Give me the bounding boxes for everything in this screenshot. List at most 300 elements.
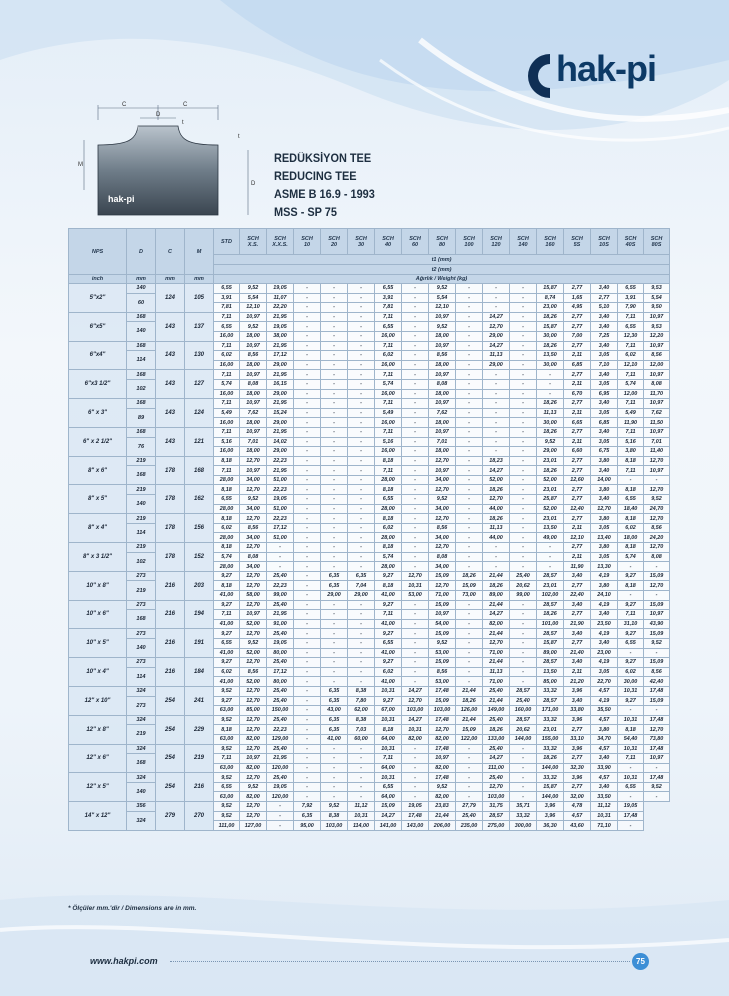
value-cell: 25,40 <box>510 696 537 706</box>
c-cell: 143 <box>156 312 185 341</box>
value-cell: 38,00 <box>267 331 294 341</box>
value-cell: 3,40 <box>591 754 618 764</box>
value-cell: - <box>510 744 537 754</box>
dim-t1-label: t <box>238 134 240 140</box>
value-cell: 15,87 <box>537 322 564 332</box>
value-cell: 14,27 <box>483 754 510 764</box>
value-cell: - <box>510 351 537 361</box>
value-cell: 64,00 <box>375 763 402 773</box>
value-cell: - <box>294 754 321 764</box>
c-cell: 124 <box>156 284 185 313</box>
value-cell: 11,40 <box>644 447 670 457</box>
value-cell: 14,00 <box>591 475 618 485</box>
value-cell: 5,74 <box>375 552 402 562</box>
value-cell: 25,40 <box>483 686 510 696</box>
value-cell: - <box>321 427 348 437</box>
value-cell: 3,91 <box>375 293 402 303</box>
value-cell: 2,77 <box>564 543 591 553</box>
value-cell: 3,05 <box>591 379 618 389</box>
value-cell: 10,31 <box>375 686 402 696</box>
m-cell: 229 <box>185 715 214 744</box>
value-cell: 3,91 <box>214 293 240 303</box>
value-cell: 11,13 <box>483 523 510 533</box>
value-cell: 30,00 <box>537 418 564 428</box>
value-cell: 5,74 <box>214 379 240 389</box>
value-cell: - <box>321 322 348 332</box>
value-cell: 12,70 <box>240 514 267 524</box>
value-cell: 2,77 <box>564 312 591 322</box>
d1-cell: 140 <box>127 284 156 294</box>
header-sch-1 <box>267 229 294 255</box>
table-row <box>69 312 670 322</box>
value-cell: 23,01 <box>537 514 564 524</box>
value-cell: - <box>456 610 483 620</box>
value-cell: 3,40 <box>591 341 618 351</box>
table-row <box>69 715 670 725</box>
value-cell: 12,70 <box>429 725 456 735</box>
value-cell: 21,95 <box>267 610 294 620</box>
value-cell: 6,55 <box>618 284 644 294</box>
value-cell: 5,74 <box>618 552 644 562</box>
value-cell: - <box>294 658 321 668</box>
value-cell: 14,27 <box>375 811 402 821</box>
value-cell: - <box>348 360 375 370</box>
value-cell: 8,08 <box>429 379 456 389</box>
value-cell: 5,16 <box>618 437 644 447</box>
value-cell: - <box>348 379 375 389</box>
value-cell: 33,32 <box>537 773 564 783</box>
value-cell: 27,79 <box>456 802 483 812</box>
value-cell: - <box>294 437 321 447</box>
sch-label: SCH <box>624 235 637 242</box>
value-cell: 52,00 <box>240 648 267 658</box>
value-cell: 31,10 <box>618 619 644 629</box>
value-cell: 9,52 <box>429 322 456 332</box>
value-cell: - <box>321 523 348 533</box>
value-cell: - <box>348 763 375 773</box>
value-cell: 9,27 <box>618 600 644 610</box>
value-cell: - <box>294 370 321 380</box>
value-cell: 11,70 <box>644 389 670 399</box>
value-cell: - <box>510 600 537 610</box>
value-cell: 2,77 <box>564 456 591 466</box>
value-cell: 160,00 <box>510 706 537 716</box>
value-cell: - <box>267 543 294 553</box>
value-cell: 82,00 <box>429 763 456 773</box>
value-cell: - <box>294 715 321 725</box>
value-cell: - <box>348 418 375 428</box>
value-cell: 99,00 <box>510 591 537 601</box>
value-cell: 71,00 <box>483 677 510 687</box>
value-cell: 25,40 <box>267 629 294 639</box>
value-cell: 7,11 <box>375 341 402 351</box>
footer-divider <box>170 961 630 962</box>
value-cell: 7,10 <box>591 360 618 370</box>
value-cell: 10,97 <box>644 466 670 476</box>
value-cell: 9,52 <box>214 811 240 821</box>
value-cell: - <box>510 562 537 572</box>
value-cell: 3,40 <box>591 466 618 476</box>
value-cell: - <box>348 533 375 543</box>
value-cell: - <box>510 629 537 639</box>
nps-cell: 6"x4" <box>69 341 127 370</box>
value-cell: - <box>510 341 537 351</box>
unit-mm-c: mm <box>156 275 185 284</box>
c-cell: 279 <box>156 802 185 831</box>
value-cell: 7,62 <box>644 408 670 418</box>
value-cell: 89,00 <box>483 591 510 601</box>
value-cell: - <box>456 629 483 639</box>
value-cell: - <box>321 610 348 620</box>
value-cell: 17,48 <box>402 811 429 821</box>
header-sch-11 <box>537 229 564 255</box>
value-cell: - <box>510 437 537 447</box>
value-cell: 20,62 <box>510 725 537 735</box>
value-cell: - <box>294 792 321 802</box>
value-cell: 5,54 <box>240 293 267 303</box>
value-cell: 85,00 <box>240 706 267 716</box>
value-cell: 73,00 <box>456 591 483 601</box>
value-cell: 10,31 <box>618 744 644 754</box>
value-cell: 5,49 <box>618 408 644 418</box>
value-cell: 12,70 <box>429 485 456 495</box>
value-cell: 41,00 <box>375 619 402 629</box>
header-t2: t2 (mm) <box>214 265 670 275</box>
d2-cell: 89 <box>127 408 156 427</box>
nps-cell: 8" x 6" <box>69 456 127 485</box>
value-cell: - <box>618 562 644 572</box>
sch-label: SCH <box>463 235 475 242</box>
value-cell: 12,00 <box>644 360 670 370</box>
value-cell: 10,97 <box>644 370 670 380</box>
value-cell: 10,97 <box>644 312 670 322</box>
value-cell: - <box>294 600 321 610</box>
value-cell: 6,02 <box>375 667 402 677</box>
value-cell: 21,95 <box>267 427 294 437</box>
value-cell: - <box>348 744 375 754</box>
value-cell: 34,00 <box>429 475 456 485</box>
value-cell: 16,00 <box>375 389 402 399</box>
value-cell: 6,35 <box>321 571 348 581</box>
value-cell: 12,30 <box>618 331 644 341</box>
value-cell: 7,11 <box>214 312 240 322</box>
value-cell: - <box>402 293 429 303</box>
sch-label: SCH <box>436 235 448 242</box>
value-cell: 18,00 <box>240 331 267 341</box>
value-cell: - <box>456 763 483 773</box>
value-cell: 52,00 <box>240 677 267 687</box>
value-cell: - <box>402 504 429 514</box>
value-cell: - <box>402 629 429 639</box>
table-row <box>69 744 670 754</box>
value-cell: - <box>402 447 429 457</box>
value-cell: 8,18 <box>375 485 402 495</box>
header-d: D <box>127 229 156 275</box>
value-cell: - <box>402 782 429 792</box>
value-cell: 5,16 <box>375 437 402 447</box>
value-cell: 9,52 <box>240 322 267 332</box>
value-cell: - <box>456 466 483 476</box>
value-cell: 3,40 <box>591 638 618 648</box>
value-cell: 3,80 <box>591 581 618 591</box>
value-cell: 29,00 <box>537 447 564 457</box>
value-cell: 16,00 <box>375 360 402 370</box>
value-cell: 6,55 <box>214 638 240 648</box>
value-cell: 29,00 <box>483 331 510 341</box>
value-cell: 28,00 <box>214 504 240 514</box>
value-cell: - <box>294 763 321 773</box>
header-nps: NPS <box>69 229 127 275</box>
value-cell: 34,00 <box>429 504 456 514</box>
value-cell: - <box>348 562 375 572</box>
value-cell: 235,00 <box>456 821 483 831</box>
value-cell: 2,77 <box>564 399 591 409</box>
value-cell: 71,00 <box>483 648 510 658</box>
value-cell: 9,52 <box>214 715 240 725</box>
sch-spec: 80 <box>438 241 446 248</box>
value-cell: 23,01 <box>537 581 564 591</box>
value-cell: 12,70 <box>240 571 267 581</box>
value-cell: 14,27 <box>402 686 429 696</box>
value-cell: 3,96 <box>564 744 591 754</box>
value-cell: - <box>348 475 375 485</box>
value-cell: 41,00 <box>214 648 240 658</box>
value-cell: 51,00 <box>267 504 294 514</box>
value-cell: 15,09 <box>456 581 483 591</box>
value-cell: 14,27 <box>483 341 510 351</box>
value-cell: - <box>402 466 429 476</box>
value-cell: 300,00 <box>510 821 537 831</box>
value-cell: - <box>510 399 537 409</box>
value-cell: - <box>456 533 483 543</box>
value-cell: 6,85 <box>591 418 618 428</box>
value-cell: - <box>348 370 375 380</box>
value-cell: - <box>294 610 321 620</box>
value-cell: 9,52 <box>429 495 456 505</box>
value-cell: 4,78 <box>564 802 591 812</box>
value-cell: 43,00 <box>321 706 348 716</box>
value-cell: - <box>644 792 670 802</box>
value-cell: 67,00 <box>375 706 402 716</box>
value-cell: 15,09 <box>644 600 670 610</box>
value-cell: 33,80 <box>564 706 591 716</box>
value-cell: 9,52 <box>240 284 267 294</box>
header-sch-8 <box>456 229 483 255</box>
value-cell: - <box>294 466 321 476</box>
value-cell: 10,31 <box>375 744 402 754</box>
value-cell: - <box>348 312 375 322</box>
value-cell: 3,40 <box>591 427 618 437</box>
sch-spec: 40S <box>625 241 636 248</box>
value-cell: 21,95 <box>267 370 294 380</box>
value-cell: - <box>456 427 483 437</box>
value-cell: 9,52 <box>644 495 670 505</box>
d2-cell: 102 <box>127 552 156 571</box>
value-cell: 12,70 <box>429 543 456 553</box>
value-cell: 12,70 <box>644 514 670 524</box>
value-cell: - <box>456 360 483 370</box>
value-cell: 9,52 <box>429 782 456 792</box>
value-cell: - <box>348 543 375 553</box>
value-cell: - <box>294 379 321 389</box>
value-cell: - <box>510 552 537 562</box>
value-cell: - <box>510 466 537 476</box>
value-cell: - <box>402 638 429 648</box>
m-cell: 162 <box>185 485 214 514</box>
value-cell: - <box>348 629 375 639</box>
value-cell: 63,00 <box>214 792 240 802</box>
value-cell: - <box>294 686 321 696</box>
table-row <box>69 571 670 581</box>
value-cell: 25,40 <box>267 571 294 581</box>
reducing-tee-drawing <box>78 100 268 228</box>
value-cell: 44,00 <box>483 504 510 514</box>
value-cell: - <box>321 619 348 629</box>
website-link[interactable]: www.hakpi.com <box>90 956 158 966</box>
c-cell: 216 <box>156 658 185 687</box>
value-cell: - <box>402 495 429 505</box>
value-cell: 3,05 <box>591 437 618 447</box>
value-cell: - <box>402 667 429 677</box>
value-cell: 8,56 <box>644 667 670 677</box>
value-cell: 7,11 <box>214 370 240 380</box>
value-cell: 2,77 <box>564 495 591 505</box>
value-cell: 102,00 <box>537 591 564 601</box>
d1-cell: 273 <box>127 629 156 639</box>
value-cell: 29,00 <box>267 389 294 399</box>
value-cell: - <box>294 523 321 533</box>
drawing-logo-text: hak-pi <box>108 194 135 204</box>
value-cell: 18,26 <box>537 341 564 351</box>
value-cell: - <box>321 312 348 322</box>
unit-mm-m: mm <box>185 275 214 284</box>
value-cell: 6,95 <box>591 389 618 399</box>
value-cell: - <box>402 427 429 437</box>
value-cell: 150,00 <box>267 706 294 716</box>
value-cell: 33,90 <box>591 763 618 773</box>
value-cell: - <box>348 619 375 629</box>
d2-cell: 114 <box>127 523 156 542</box>
value-cell: 17,48 <box>429 744 456 754</box>
value-cell: 18,26 <box>483 581 510 591</box>
value-cell: 6,75 <box>591 447 618 457</box>
value-cell: 18,00 <box>240 447 267 457</box>
value-cell: 2,77 <box>564 725 591 735</box>
value-cell: 3,05 <box>591 351 618 361</box>
value-cell: 15,09 <box>644 629 670 639</box>
value-cell: - <box>294 485 321 495</box>
value-cell: 8,38 <box>348 715 375 725</box>
value-cell: - <box>456 667 483 677</box>
value-cell: 7,11 <box>375 427 402 437</box>
value-cell: 6,35 <box>294 811 321 821</box>
value-cell: 10,97 <box>429 399 456 409</box>
d1-cell: 168 <box>127 312 156 322</box>
value-cell: 12,70 <box>644 456 670 466</box>
value-cell: 11,12 <box>348 802 375 812</box>
value-cell: - <box>321 456 348 466</box>
value-cell: 9,27 <box>214 571 240 581</box>
value-cell: - <box>294 591 321 601</box>
d2-cell: 273 <box>127 696 156 715</box>
value-cell: 6,02 <box>618 667 644 677</box>
dimensions-note: * Ölçüler mm.'dir / Dimensions are in mm. <box>68 905 197 912</box>
value-cell: 4,57 <box>591 686 618 696</box>
value-cell: 3,40 <box>564 658 591 668</box>
value-cell: 7,81 <box>214 303 240 313</box>
value-cell: 9,27 <box>375 658 402 668</box>
value-cell: - <box>402 485 429 495</box>
value-cell: - <box>402 475 429 485</box>
value-cell: - <box>537 389 564 399</box>
value-cell: 28,57 <box>510 715 537 725</box>
value-cell: 2,77 <box>564 610 591 620</box>
value-cell: - <box>483 303 510 313</box>
value-cell: 10,97 <box>240 312 267 322</box>
d1-cell: 168 <box>127 427 156 437</box>
table-row <box>69 543 670 553</box>
value-cell: 7,90 <box>618 303 644 313</box>
value-cell: 18,26 <box>456 696 483 706</box>
value-cell: - <box>456 485 483 495</box>
value-cell: 3,40 <box>591 370 618 380</box>
value-cell: - <box>456 331 483 341</box>
value-cell: - <box>348 456 375 466</box>
value-cell: - <box>348 389 375 399</box>
value-cell: 19,05 <box>402 802 429 812</box>
header-sch-3 <box>321 229 348 255</box>
sch-spec: 120 <box>491 241 501 248</box>
nps-cell: 12" x 5" <box>69 773 127 802</box>
value-cell: - <box>537 552 564 562</box>
value-cell: - <box>348 331 375 341</box>
value-cell: - <box>510 658 537 668</box>
sch-label: SCH <box>328 235 340 242</box>
value-cell: 12,70 <box>240 715 267 725</box>
sch-spec: 160 <box>545 241 555 248</box>
value-cell: 1,65 <box>564 293 591 303</box>
value-cell: 16,15 <box>267 379 294 389</box>
sch-spec: 10 <box>303 241 311 248</box>
value-cell: 6,02 <box>375 523 402 533</box>
value-cell: 8,56 <box>240 351 267 361</box>
value-cell: - <box>267 552 294 562</box>
value-cell: 8,18 <box>214 514 240 524</box>
value-cell: - <box>402 370 429 380</box>
value-cell: 16,00 <box>214 331 240 341</box>
value-cell: 144,00 <box>510 734 537 744</box>
value-cell: 18,26 <box>483 725 510 735</box>
value-cell: 2,77 <box>564 581 591 591</box>
value-cell: 4,57 <box>591 715 618 725</box>
value-cell: 3,96 <box>564 686 591 696</box>
value-cell: - <box>321 408 348 418</box>
value-cell: 11,13 <box>537 408 564 418</box>
value-cell: 3,05 <box>591 552 618 562</box>
value-cell: - <box>348 754 375 764</box>
value-cell: 2,77 <box>564 341 591 351</box>
value-cell: - <box>348 495 375 505</box>
value-cell: 52,00 <box>537 504 564 514</box>
dim-m-label: M <box>78 162 83 168</box>
value-cell: 30,00 <box>537 331 564 341</box>
value-cell: - <box>321 562 348 572</box>
value-cell: 41,00 <box>214 619 240 629</box>
value-cell: 13,40 <box>591 533 618 543</box>
c-cell: 216 <box>156 600 185 629</box>
value-cell: 8,74 <box>537 293 564 303</box>
value-cell: - <box>294 293 321 303</box>
